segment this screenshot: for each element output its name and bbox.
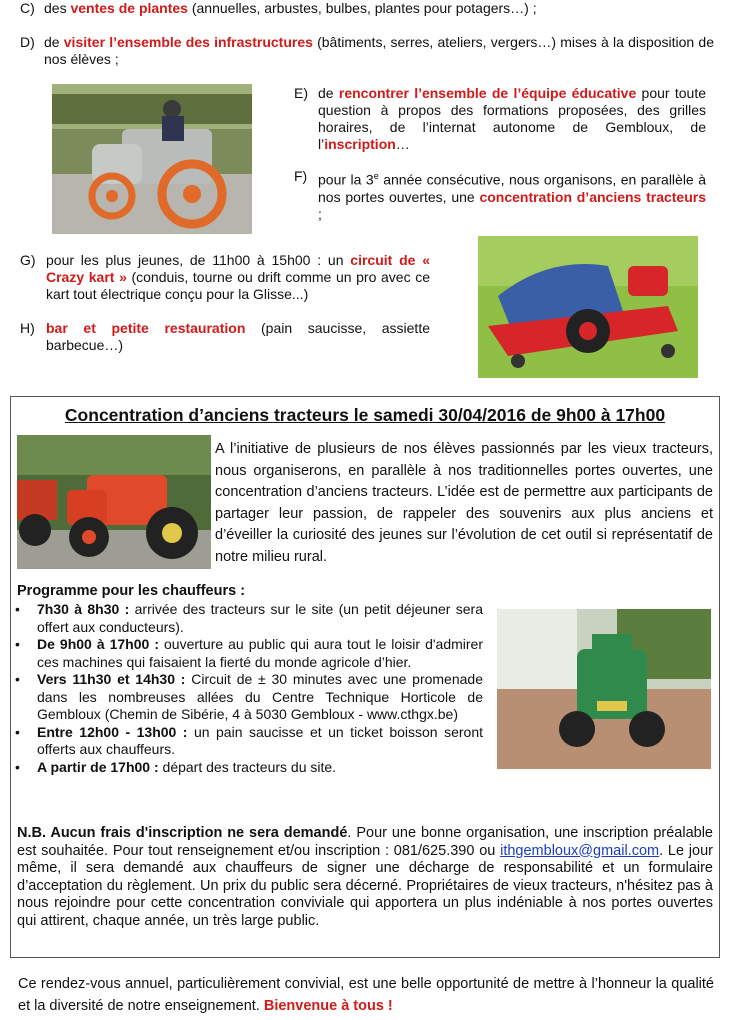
item-text: de xyxy=(318,85,339,101)
item-highlight: ventes de plantes xyxy=(70,0,188,16)
programme-text: ouverture au public qui aura tout le loisir d'admirer ces machines qui faisaient la fierté du monde agricole d’hier. xyxy=(37,636,483,670)
item-text: pour la 3 xyxy=(318,171,374,188)
list-item-h xyxy=(20,320,430,354)
item-text: ; xyxy=(318,205,322,222)
list-item-e xyxy=(294,85,706,153)
closing-paragraph xyxy=(18,974,714,1017)
green-tractor-photo xyxy=(497,609,711,769)
item-highlight: rencontrer l’ensemble de l’équipe éducative xyxy=(338,85,637,101)
item-highlight: bar et petite restauration xyxy=(46,320,246,336)
programme-item xyxy=(13,724,483,759)
red-tractors-photo xyxy=(17,435,211,569)
item-label: D) xyxy=(20,34,35,50)
list-item-g xyxy=(20,252,430,303)
programme-item xyxy=(13,636,483,671)
item-label: F) xyxy=(294,168,308,184)
programme-time: Vers 11h30 et 14h30 : xyxy=(37,671,186,687)
programme-time: Entre 12h00 - 13h00 : xyxy=(37,723,188,740)
item-label: E) xyxy=(294,85,308,101)
nb-text: . Pour une bonne organisation, une inscription préalable est souhaitée. Pour tout renseignement et/ou inscription : 081/625.390 ou xyxy=(17,825,713,859)
programme-text: un pain saucisse et un ticket boisson seront offerts aux chauffeurs. xyxy=(37,723,483,757)
email-link[interactable]: ithgembloux@gmail.com xyxy=(500,842,660,859)
programme-item xyxy=(13,671,483,724)
item-text: de xyxy=(44,34,64,50)
tractor-event-box xyxy=(10,396,720,958)
programme-time: A partir de 17h00 : xyxy=(37,758,159,775)
item-highlight: visiter l’ensemble des infrastructures xyxy=(63,34,313,50)
list-item-d xyxy=(20,34,714,68)
nb-text: . Le jour même, il sera demandé aux chauffeurs de signer une décharge de responsabilité et un formulaire d’acceptation du règlement. Un prix du public sera décerné. Propriétaires de vieux tracteurs, n'hésitez pas à nous rejoindre pour cette concentration conviviale qui apportera un plus indéniable à nos portes ouvertes qui attirent, chaque année, un très large public. xyxy=(17,842,713,929)
list-item-c xyxy=(20,0,720,17)
item-text: des xyxy=(44,0,71,16)
item-label: C) xyxy=(20,0,35,16)
item-highlight: inscription xyxy=(324,136,396,152)
programme-item xyxy=(13,601,483,636)
closing-highlight: Bienvenue à tous ! xyxy=(263,997,393,1014)
list-item-f xyxy=(294,168,706,223)
programme-text: arrivée des tracteurs sur le site (un petit déjeuner sera offert aux conducteurs). xyxy=(37,601,484,635)
programme-time: 7h30 à 8h30 : xyxy=(37,601,130,617)
item-text: (pain saucisse, assiette barbecue…) xyxy=(46,320,431,353)
nb-paragraph xyxy=(17,825,713,930)
programme-time: De 9h00 à 17h00 : xyxy=(37,636,159,652)
item-text: (conduis, tourne ou drift comme un pro avec ce kart tout électrique conçu pour la Glisse...) xyxy=(46,269,430,302)
item-text: pour les plus jeunes, de 11h00 à 15h00 : un xyxy=(46,252,351,268)
item-text: pour toute question à propos des formations proposées, des grilles horaires, de l’internat autonome de Gembloux, de l’ xyxy=(318,85,707,152)
item-label: G) xyxy=(20,252,36,268)
programme-text: départ des tracteurs du site. xyxy=(158,758,337,775)
item-highlight: concentration d’anciens tracteurs xyxy=(479,188,706,205)
programme-text: Circuit de ± 30 minutes avec une promenade dans les nombreuses allées du Centre Technique Horticole de Gembloux (Chemin de Sibérie, 4 à 5030 Gembloux - www.cthgx.be) xyxy=(37,671,483,722)
item-text: année consécutive, nous organisons, en parallèle à nos portes ouvertes, une xyxy=(318,171,707,205)
closing-text: Ce rendez-vous annuel, particulièrement convivial, est une belle opportunité de mettre à l’honneur la qualité et la diversité de notre enseignement. xyxy=(18,976,714,1014)
programme-item xyxy=(13,759,483,777)
nb-bold: N.B. Aucun frais d'inscription ne sera demandé xyxy=(17,825,348,841)
item-label: H) xyxy=(20,320,35,336)
tractor-photo xyxy=(52,84,252,234)
item-text: (annuelles, arbustes, bulbes, plantes pour potagers…) ; xyxy=(187,0,537,16)
item-text: (bâtiments, serres, ateliers, vergers…) mises à la disposition de nos élèves ; xyxy=(44,34,714,67)
superscript: e xyxy=(373,171,379,181)
item-text: … xyxy=(395,136,410,152)
intro-paragraph: A l’initiative de plusieurs de nos élèves passionnés par les vieux tracteurs, nous organiserons, en parallèle à nos traditionnelles portes ouvertes, une concentration d’anciens tracteurs. L’idée est de permettre aux participants de partager leur passion, de rappeler des souvenirs aux plus anciens et d’éveiller la curiosité des jeunes sur l’évolution de cet outil si représentatif de notre milieu rural. xyxy=(215,441,713,565)
box-title: Concentration d’anciens tracteurs le samedi 30/04/2016 de 9h00 à 17h00 xyxy=(64,405,666,425)
kart-photo xyxy=(478,236,698,378)
programme-title: Programme pour les chauffeurs : xyxy=(17,583,246,599)
item-highlight: circuit de « Crazy kart » xyxy=(46,252,430,285)
programme-list xyxy=(13,601,483,776)
